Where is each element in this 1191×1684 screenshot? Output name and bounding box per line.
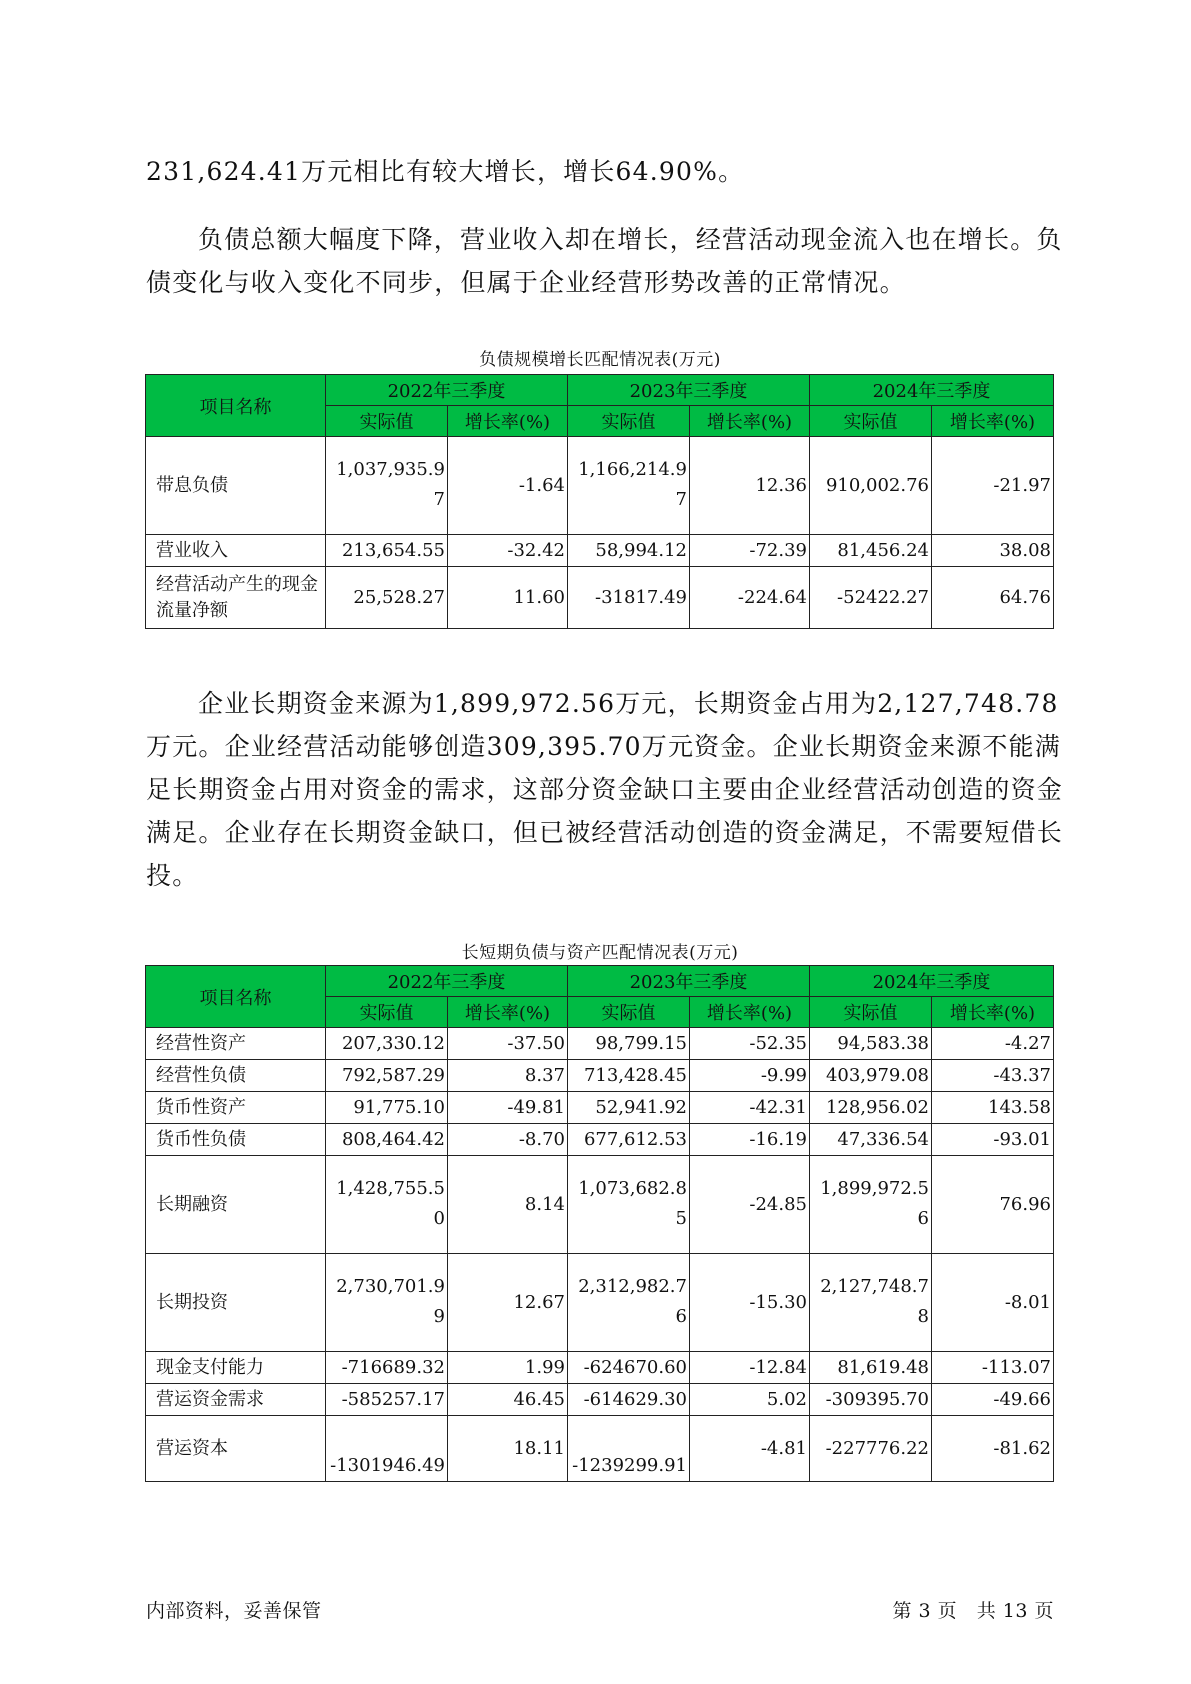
table-row [146,1352,1054,1384]
cell-value: 58,994.12 [568,535,690,567]
header-growth: 增长率(%) [690,406,810,437]
cell-value: 1,166,214.97 [568,437,690,535]
header-period-2023: 2023年三季度 [568,966,810,997]
cell-value: -1301946.49 [326,1416,448,1482]
header-growth: 增长率(%) [932,406,1054,437]
footer-page-number: 第 3 页 共 13 页 [892,1600,1054,1622]
cell-value: -31817.49 [568,567,690,629]
table-row [146,437,1054,535]
cell-value: 1.99 [448,1352,568,1384]
cell-value: -614629.30 [568,1384,690,1416]
cell-value: -43.37 [932,1060,1054,1092]
cell-value: 46.45 [448,1384,568,1416]
cell-value: -16.19 [690,1124,810,1156]
header-actual: 实际值 [810,997,932,1028]
table1-caption: 负债规模增长匹配情况表(万元) [479,350,721,370]
header-actual: 实际值 [326,997,448,1028]
cell-value: 12.36 [690,437,810,535]
cell-value: 403,979.08 [810,1060,932,1092]
paragraph-long-term-funds-text: 企业长期资金来源为1,899,972.56万元，长期资金占用为2,127,748.78万元。企业经营活动能够创造309,395.70万元资金。企业长期资金来源不能满足长期资金占用对资金的需求，这部分资金缺口主要由企业经营活动创造的资金满足。企业存在长期资金缺口，但已被经营活动创造的资金满足，不需要短借长投。 [146,689,1064,890]
table-row [146,1156,1054,1254]
cell-value: 1,428,755.50 [326,1156,448,1254]
cell-value: 207,330.12 [326,1028,448,1060]
cell-value: -224.64 [690,567,810,629]
cell-value: 677,612.53 [568,1124,690,1156]
row-label: 货币性负债 [146,1124,326,1156]
header-item-name: 项目名称 [146,375,326,437]
cell-value: 2,730,701.99 [326,1254,448,1352]
cell-value: -309395.70 [810,1384,932,1416]
cell-value: -8.01 [932,1254,1054,1352]
cell-value: 64.76 [932,567,1054,629]
cell-value: 91,775.10 [326,1092,448,1124]
header-period-2022: 2022年三季度 [326,375,568,406]
cell-value: 1,037,935.97 [326,437,448,535]
cell-value: 713,428.45 [568,1060,690,1092]
cell-value: 98,799.15 [568,1028,690,1060]
cell-value: 143.58 [932,1092,1054,1124]
cell-value: -1.64 [448,437,568,535]
cell-value: 94,583.38 [810,1028,932,1060]
row-label: 营业收入 [146,535,326,567]
cell-value: 12.67 [448,1254,568,1352]
row-label: 经营性负债 [146,1060,326,1092]
header-actual: 实际值 [568,997,690,1028]
row-label: 营运资本 [146,1416,326,1482]
header-period-2022: 2022年三季度 [326,966,568,997]
cell-value: -72.39 [690,535,810,567]
cell-value: -8.70 [448,1124,568,1156]
header-period-2023: 2023年三季度 [568,375,810,406]
cell-value: -113.07 [932,1352,1054,1384]
header-period-2024: 2024年三季度 [810,966,1054,997]
cell-value: 18.11 [448,1416,568,1482]
cell-value: 1,073,682.85 [568,1156,690,1254]
cell-value: -624670.60 [568,1352,690,1384]
cell-value: 11.60 [448,567,568,629]
header-growth: 增长率(%) [448,406,568,437]
footer-confidential-note: 内部资料，妥善保管 [146,1600,322,1622]
cell-value: 81,456.24 [810,535,932,567]
paragraph-liability-change [146,218,1066,304]
cell-value: -32.42 [448,535,568,567]
table-row [146,1060,1054,1092]
cell-value: -9.99 [690,1060,810,1092]
cell-value: 25,528.27 [326,567,448,629]
header-actual: 实际值 [326,406,448,437]
cell-value: 1,899,972.56 [810,1156,932,1254]
row-label: 长期投资 [146,1254,326,1352]
cell-value: -12.84 [690,1352,810,1384]
table-row [146,1384,1054,1416]
header-growth: 增长率(%) [932,997,1054,1028]
cell-value: 52,941.92 [568,1092,690,1124]
cell-value: 2,127,748.78 [810,1254,932,1352]
row-label: 经营性资产 [146,1028,326,1060]
row-label: 现金支付能力 [146,1352,326,1384]
paragraph-growth: 231,624.41万元相比有较大增长，增长64.90%。 [146,157,745,186]
cell-value: -52422.27 [810,567,932,629]
cell-value: -227776.22 [810,1416,932,1482]
row-label: 营运资金需求 [146,1384,326,1416]
cell-value: -49.81 [448,1092,568,1124]
cell-value: 76.96 [932,1156,1054,1254]
cell-value: -21.97 [932,437,1054,535]
header-actual: 实际值 [568,406,690,437]
cell-value: 2,312,982.76 [568,1254,690,1352]
header-period-2024: 2024年三季度 [810,375,1054,406]
cell-value: -585257.17 [326,1384,448,1416]
cell-value: -49.66 [932,1384,1054,1416]
cell-value: -42.31 [690,1092,810,1124]
table-row [146,535,1054,567]
paragraph-long-term-funds [146,682,1066,897]
cell-value: -52.35 [690,1028,810,1060]
cell-value: 910,002.76 [810,437,932,535]
table-row [146,1092,1054,1124]
row-label: 带息负债 [146,437,326,535]
table-row [146,1028,1054,1060]
liability-growth-table [145,374,1054,629]
row-label: 长期融资 [146,1156,326,1254]
cell-value: -4.81 [690,1416,810,1482]
row-label: 经营活动产生的现金流量净额 [146,567,326,629]
cell-value: -93.01 [932,1124,1054,1156]
cell-value: -37.50 [448,1028,568,1060]
table-row [146,1416,1054,1482]
header-growth: 增长率(%) [448,997,568,1028]
asset-liability-match-table [145,965,1054,1482]
cell-value: -4.27 [932,1028,1054,1060]
paragraph-liability-change-text: 负债总额大幅度下降，营业收入却在增长，经营活动现金流入也在增长。负债变化与收入变化不同步，但属于企业经营形势改善的正常情况。 [146,225,1063,297]
cell-value: -24.85 [690,1156,810,1254]
cell-value: 213,654.55 [326,535,448,567]
cell-value: 81,619.48 [810,1352,932,1384]
cell-value: 792,587.29 [326,1060,448,1092]
cell-value: 47,336.54 [810,1124,932,1156]
table2-caption: 长短期负债与资产匹配情况表(万元) [461,943,739,963]
cell-value: 808,464.42 [326,1124,448,1156]
cell-value: 8.14 [448,1156,568,1254]
cell-value: -81.62 [932,1416,1054,1482]
cell-value: 8.37 [448,1060,568,1092]
header-actual: 实际值 [810,406,932,437]
cell-value: -716689.32 [326,1352,448,1384]
table-row [146,567,1054,629]
header-item-name: 项目名称 [146,966,326,1028]
cell-value: 5.02 [690,1384,810,1416]
table-row [146,1124,1054,1156]
table-row [146,1254,1054,1352]
cell-value: -1239299.91 [568,1416,690,1482]
cell-value: 128,956.02 [810,1092,932,1124]
cell-value: -15.30 [690,1254,810,1352]
cell-value: 38.08 [932,535,1054,567]
row-label: 货币性资产 [146,1092,326,1124]
header-growth: 增长率(%) [690,997,810,1028]
